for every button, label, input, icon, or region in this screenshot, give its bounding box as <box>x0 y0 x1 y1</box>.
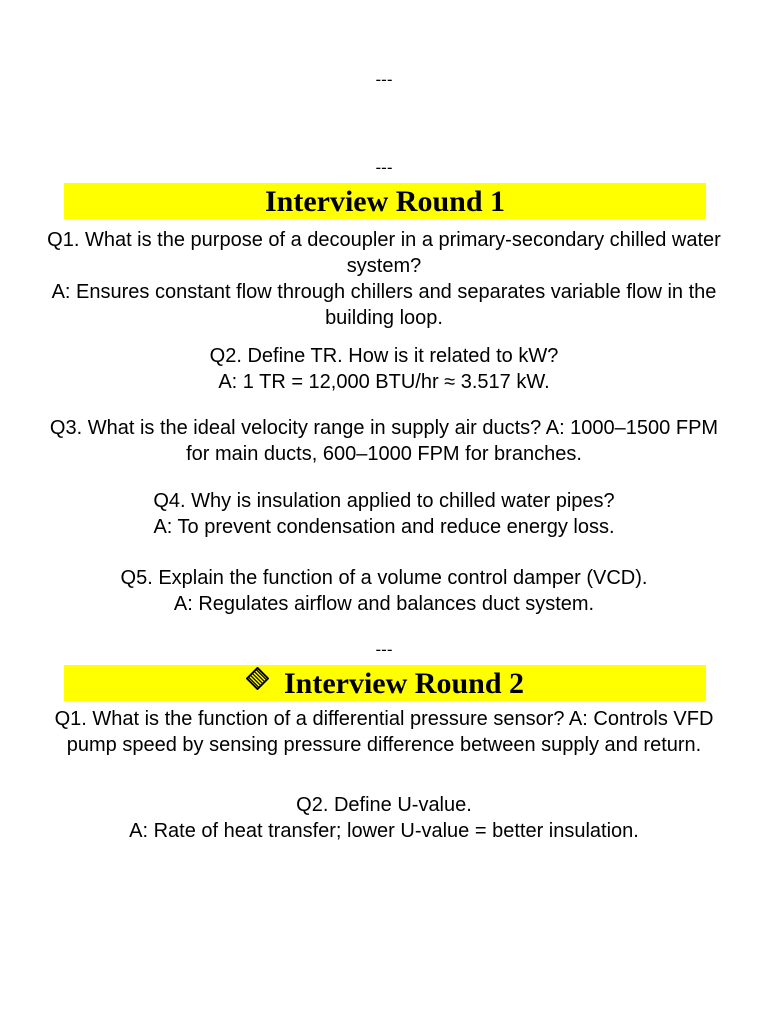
round-1-q1 <box>40 227 728 331</box>
round-2-q2 <box>40 792 728 844</box>
round-2-q2-question: Q2. Define U-value. <box>296 794 472 816</box>
separator-top: --- <box>375 70 393 89</box>
separator-before-round-2: --- <box>375 640 393 659</box>
round-1-q4-answer: A: To prevent condensation and reduce energy loss. <box>153 516 615 538</box>
round-1-title: Interview Round 1 <box>264 185 505 218</box>
round-2-q1 <box>40 706 728 758</box>
round-2-q1-text: Q1. What is the function of a differential pressure sensor? A: Controls VFD pump speed by sensing pressure difference between supply and return. <box>54 708 714 756</box>
round-1-q2-answer: A: 1 TR = 12,000 BTU/hr ≈ 3.517 kW. <box>218 371 550 393</box>
round-1-q2 <box>40 343 728 395</box>
round-1-q1-question: Q1. What is the purpose of a decoupler in a primary-secondary chilled water system? <box>47 229 721 277</box>
round-1-q5 <box>40 565 728 617</box>
round-1-heading <box>64 183 706 219</box>
round-1-q4 <box>40 488 728 540</box>
round-1-q5-question: Q5. Explain the function of a volume control damper (VCD). <box>120 567 648 589</box>
round-1-q3-text: Q3. What is the ideal velocity range in supply air ducts? A: 1000–1500 FPM for main ducts, 600–1000 FPM for branches. <box>49 417 719 465</box>
round-1-q5-answer: A: Regulates airflow and balances duct system. <box>173 593 595 615</box>
round-1-q1-answer: A: Ensures constant flow through chillers and separates variable flow in the building loop. <box>51 281 717 329</box>
separator-before-round-1: --- <box>375 158 393 177</box>
diamond-icon <box>246 667 269 690</box>
round-2-q2-answer: A: Rate of heat transfer; lower U-value = better insulation. <box>129 820 639 842</box>
round-1-q4-question: Q4. Why is insulation applied to chilled water pipes? <box>153 490 615 512</box>
round-2-title: Interview Round 2 <box>283 667 524 700</box>
round-1-q2-question: Q2. Define TR. How is it related to kW? <box>209 345 559 367</box>
round-2-heading <box>64 665 706 701</box>
round-1-q3 <box>40 415 728 467</box>
